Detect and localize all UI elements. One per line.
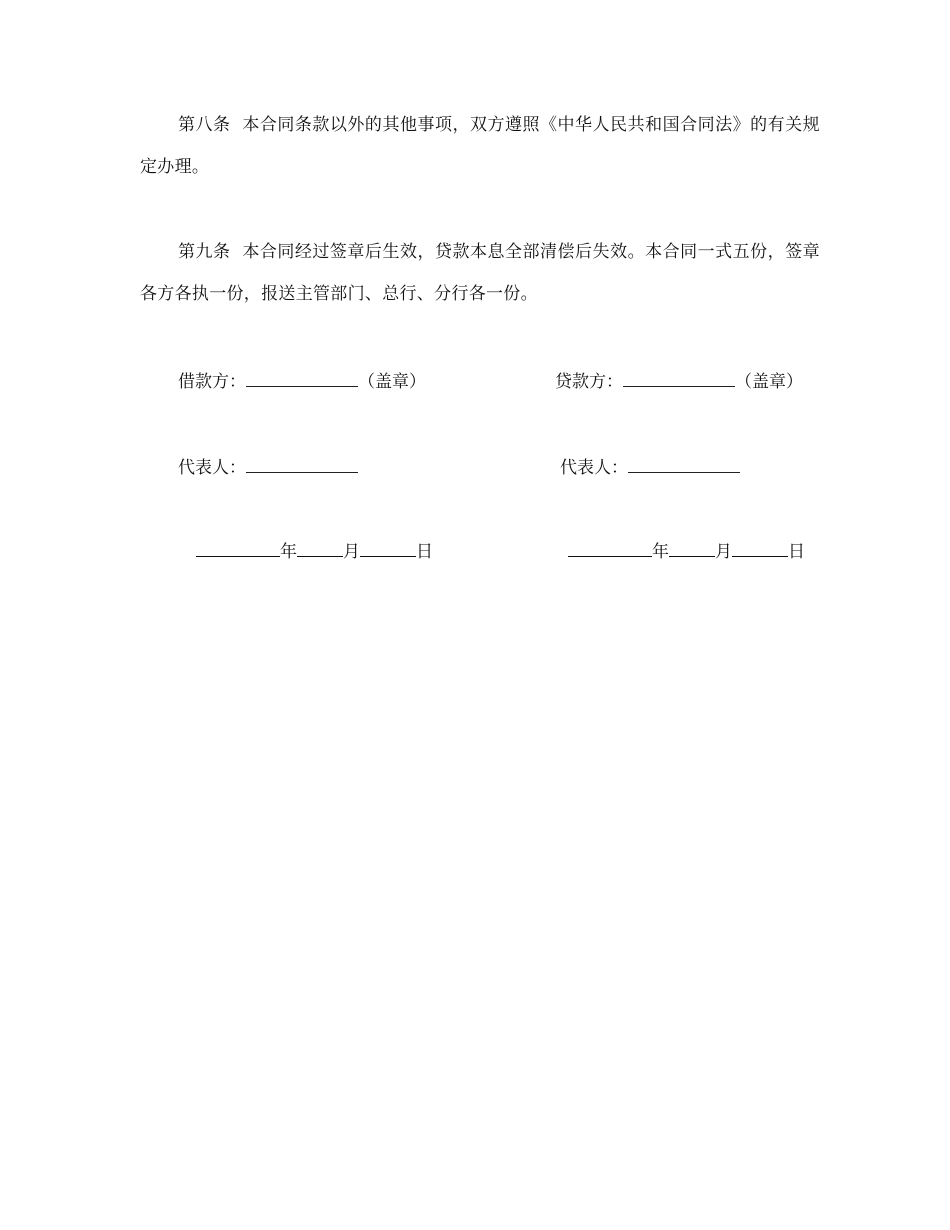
lender-year-blank[interactable] (568, 538, 652, 557)
borrower-year-label: 年 (280, 542, 297, 562)
borrower-day-label: 日 (416, 542, 433, 562)
lender-day-label: 日 (788, 542, 805, 562)
lender-rep-label: 代表人： (560, 458, 628, 478)
lender-name-blank[interactable] (623, 368, 735, 387)
lender-month-blank[interactable] (669, 538, 715, 557)
lender-month-label: 月 (715, 542, 732, 562)
article-9 (140, 231, 820, 315)
article-8-text: 本合同条款以外的其他事项，双方遵照《中华人民共和国合同法》的有关规定办理。 (140, 115, 820, 177)
lender-date-line (568, 538, 805, 564)
lender-party-line (555, 368, 803, 394)
borrower-rep-blank[interactable] (246, 454, 358, 473)
article-9-number: 第九条 (178, 242, 231, 262)
article-8-number: 第八条 (178, 115, 231, 135)
article-9-text: 本合同经过签章后生效，贷款本息全部清偿后失效。本合同一式五份，签章各方各执一份，报送主管部门、总行、分行各一份。 (140, 242, 820, 304)
borrower-seal-note: （盖章） (358, 372, 426, 392)
lender-rep-line (560, 454, 740, 480)
lender-rep-blank[interactable] (628, 454, 740, 473)
lender-year-label: 年 (652, 542, 669, 562)
borrower-name-blank[interactable] (246, 368, 358, 387)
lender-day-blank[interactable] (732, 538, 788, 557)
lender-seal-note: （盖章） (735, 372, 803, 392)
borrower-day-blank[interactable] (360, 538, 416, 557)
borrower-date-line (196, 538, 433, 564)
borrower-party-line (178, 368, 426, 394)
borrower-year-blank[interactable] (196, 538, 280, 557)
borrower-month-blank[interactable] (297, 538, 343, 557)
lender-label: 贷款方： (555, 372, 623, 392)
article-8 (140, 104, 820, 188)
borrower-label: 借款方： (178, 372, 246, 392)
borrower-month-label: 月 (343, 542, 360, 562)
borrower-rep-label: 代表人： (178, 458, 246, 478)
borrower-rep-line (178, 454, 358, 480)
